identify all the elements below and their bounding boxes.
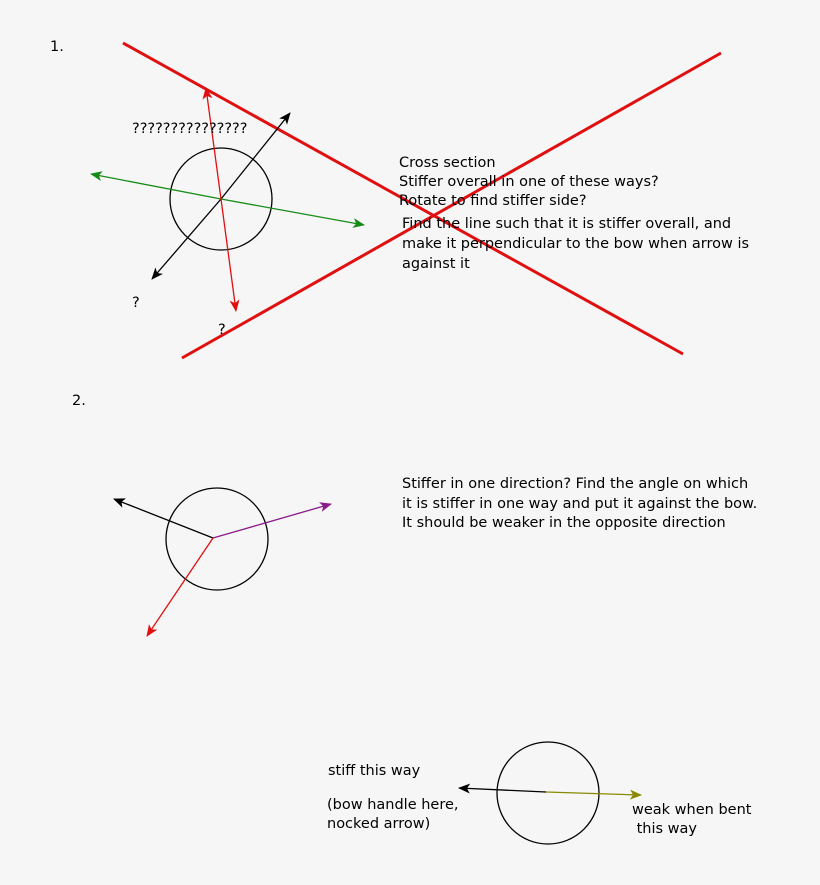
weak-label-line-1: weak when bent bbox=[632, 802, 752, 818]
green-axis-arrow-left bbox=[91, 174, 221, 199]
section-1-number: 1. bbox=[50, 39, 64, 55]
instruction-1-line-3: against it bbox=[402, 256, 470, 272]
stiff-label: stiff this way bbox=[328, 763, 421, 779]
question-mark-left: ? bbox=[132, 295, 140, 311]
bow-note-line-1: (bow handle here, bbox=[327, 797, 459, 813]
instruction-1-line-1: Find the line such that it is stiffer overall, and bbox=[402, 216, 732, 232]
green-axis-arrow-right bbox=[221, 199, 364, 225]
red-axis-arrow-up bbox=[206, 88, 221, 199]
red-axis-arrow-down bbox=[221, 199, 236, 311]
question-mark-bottom: ? bbox=[218, 322, 226, 338]
instruction-2-line-2: it is stiffer in one way and put it against the bow. bbox=[402, 496, 758, 512]
section-2-number: 2. bbox=[72, 393, 86, 409]
question-marks-label: ??????????????? bbox=[132, 121, 248, 137]
weak-label-line-2: this way bbox=[632, 821, 698, 837]
red-arrow-lower-left bbox=[147, 538, 213, 636]
instruction-2-line-3: It should be weaker in the opposite direction bbox=[402, 515, 726, 531]
black-arrow-stiff bbox=[459, 788, 546, 792]
note-line-3: Rotate to find stiffer side? bbox=[399, 193, 587, 209]
cross-section-circle-2 bbox=[166, 488, 268, 590]
olive-arrow-weak bbox=[546, 792, 641, 795]
bow-note-line-2: nocked arrow) bbox=[327, 816, 431, 832]
purple-arrow-right bbox=[213, 504, 331, 538]
black-arrow-upper-left bbox=[114, 499, 213, 538]
black-axis-arrow-down bbox=[152, 199, 221, 279]
note-line-1: Cross section bbox=[399, 155, 496, 171]
instruction-2-line-1: Stiffer in one direction? Find the angle on which bbox=[402, 476, 749, 492]
instruction-1-line-2: make it perpendicular to the bow when arrow is bbox=[402, 236, 750, 252]
note-line-2: Stiffer overall in one of these ways? bbox=[399, 174, 659, 190]
